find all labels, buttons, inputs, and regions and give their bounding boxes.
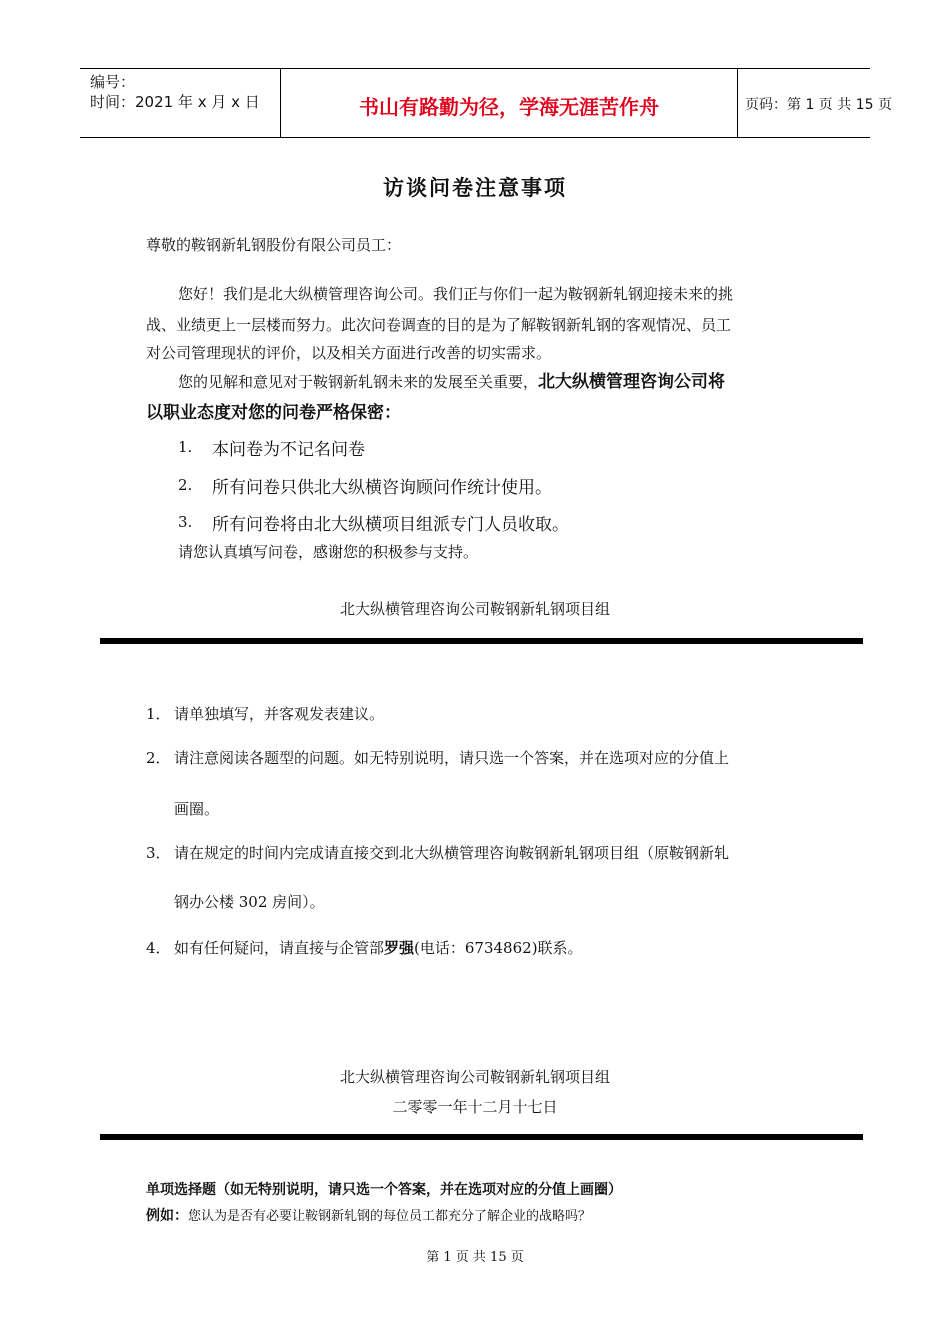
confidential-bold-2: 以职业态度对您的问卷严格保密： — [146, 403, 401, 423]
intro-line-3: 对公司管理现状的评价，以及相关方面进行改善的切实需求。 — [146, 344, 552, 362]
signature-1: 北大纵横管理咨询公司鞍钢新轧钢项目组 — [339, 600, 610, 618]
page-title: 访谈问卷注意事项 — [383, 175, 567, 200]
header-table — [80, 68, 892, 138]
note-num-1: 1． — [146, 705, 171, 723]
confidential-normal: 您的见解和意见对于鞍钢新轧钢未来的发展至关重要， — [178, 373, 539, 391]
motto: 书山有路勤为径，学海无涯苦作舟 — [359, 95, 659, 119]
note-text-3b: 钢办公楼 302 房间）。 — [174, 893, 325, 911]
doc-time-label: 时间：2021 年 x 月 x 日 — [90, 93, 260, 111]
promise-text-2: 所有问卷只供北大纵横咨询顾问作统计使用。 — [212, 478, 552, 498]
signature-2-date: 二零零一年十二月十七日 — [392, 1098, 558, 1116]
promise-text-3: 所有问卷将由北大纵横项目组派专门人员收取。 — [212, 515, 569, 535]
intro-line-1: 您好！我们是北大纵横管理咨询公司。我们正与你们一起为鞍钢新轧钢迎接未来的挑 — [178, 285, 734, 303]
note-num-3: 3． — [146, 844, 171, 862]
intro-line-2: 战、业绩更上一层楼而努力。此次问卷调查的目的是为了解鞍钢新轧钢的客观情况、员工 — [146, 316, 732, 334]
example-text: 您认为是否有必要让鞍钢新轧钢的每位员工都充分了解企业的战略吗？ — [188, 1209, 592, 1224]
page-footer: 第 1 页 共 15 页 — [426, 1250, 524, 1265]
header-right-cell — [737, 69, 892, 137]
note-text-4 — [174, 937, 583, 958]
thanks-line: 请您认真填写问卷，感谢您的积极参与支持。 — [178, 543, 479, 561]
promise-num-3: 3. — [178, 513, 193, 531]
note-num-4: 4． — [146, 939, 171, 957]
header-mid-cell — [280, 69, 738, 137]
note-4-post: (电话：6734862)联系。 — [414, 939, 583, 957]
example-label: 例如： — [146, 1208, 188, 1224]
page-info: 页码：第 1 页 共 15 页 — [745, 97, 892, 113]
confidential-bold-1: 北大纵横管理咨询公司将 — [538, 372, 726, 392]
doc-number-label: 编号： — [90, 73, 136, 91]
divider-2 — [100, 1134, 863, 1140]
divider-1 — [100, 638, 863, 644]
note-text-2b: 画圈。 — [174, 800, 220, 818]
promise-num-2: 2. — [178, 476, 193, 494]
note-4-pre: 如有任何疑问，请直接与企管部 — [174, 939, 385, 957]
section-title: 单项选择题（如无特别说明，请只选一个答案，并在选项对应的分值上画圈） — [146, 1182, 622, 1198]
promise-text-1: 本问卷为不记名问卷 — [212, 440, 365, 460]
greeting: 尊敬的鞍钢新轧钢股份有限公司员工： — [146, 236, 402, 254]
promise-num-1: 1. — [178, 438, 193, 456]
confidential-line-1 — [178, 367, 725, 398]
note-text-1: 请单独填写，并客观发表建议。 — [174, 705, 385, 723]
header-left-cell — [80, 69, 280, 137]
signature-2-org: 北大纵横管理咨询公司鞍钢新轧钢项目组 — [339, 1068, 610, 1086]
note-text-2a: 请注意阅读各题型的问题。如无特别说明，请只选一个答案，并在选项对应的分值上 — [174, 749, 730, 767]
contact-name: 罗强 — [384, 939, 415, 957]
note-num-2: 2． — [146, 749, 171, 767]
note-text-3a: 请在规定的时间内完成请直接交到北大纵横管理咨询鞍钢新轧钢项目组（原鞍钢新轧 — [174, 844, 730, 862]
example-line — [146, 1205, 591, 1225]
